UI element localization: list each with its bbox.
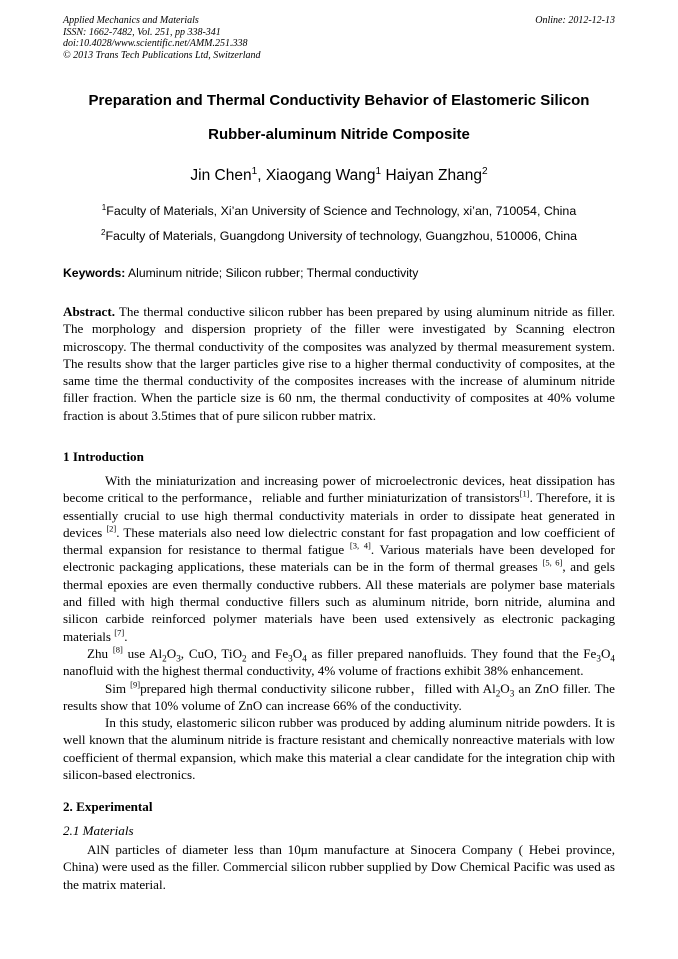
keywords bbox=[63, 266, 615, 280]
text-run: O bbox=[166, 645, 177, 661]
intro-paragraph-3 bbox=[63, 680, 615, 715]
affiliation-number: 1 bbox=[101, 202, 107, 212]
author-name: Xiaogang Wang bbox=[265, 167, 376, 184]
citation: [8] bbox=[112, 644, 123, 655]
text-run: . Various materials have been developed for electronic packaging applications, these materials can be in the form of thermal greases bbox=[63, 542, 615, 575]
subscript: 2 bbox=[162, 653, 167, 664]
author-name: Haiyan Zhang bbox=[385, 167, 482, 184]
citation: [5, 6] bbox=[542, 558, 563, 569]
keywords-label: Keywords: bbox=[63, 266, 126, 280]
affiliation-number: 2 bbox=[100, 227, 106, 237]
paper-title-line-1: Preparation and Thermal Conductivity Behavior of Elastomeric Silicon bbox=[88, 92, 590, 109]
citation: [3, 4] bbox=[349, 540, 371, 551]
doi: doi:10.4028/www.scientific.net/AMM.251.338 bbox=[63, 38, 248, 49]
abstract-label: Abstract. bbox=[63, 304, 115, 319]
text-run: With the miniaturization and increasing power of microelectronic devices, heat dissipation has become critical to the performance，reliable and further miniaturization of transistors bbox=[63, 473, 615, 506]
abstract bbox=[63, 303, 615, 424]
intro-paragraph-2 bbox=[63, 645, 615, 680]
text-run: Zhu bbox=[87, 645, 113, 661]
text-run: prepared high thermal conductivity silicone rubber，filled with Al bbox=[140, 680, 496, 696]
citation: [7] bbox=[114, 627, 125, 638]
abstract-text: The thermal conductive silicon rubber has been prepared by using aluminum nitride as filler. The morphology and dispersion propriety of the filler were investigated by Scanning electron microscopy. The thermal conductivity of the composites was analyzed by thermal measurement system. The results show that the larger particles give rise to a higher thermal conductivity of composites, at the same time the thermal conductivity of the composites increases with the increase of aluminum nitride filler fraction. When the particle size is 60 nm, the thermal conductivity of composites at 40% volume fraction is about 3.5times that of pure silicon rubber matrix. bbox=[63, 304, 615, 423]
text-run: and Fe bbox=[246, 645, 289, 661]
text-run: . Therefore, it is essentially crucial to use high thermal conductivity materials in order to dissipate heat generated in devices bbox=[63, 490, 615, 540]
affiliation-text: Faculty of Materials, Xi’an University of Science and Technology, xi’an, 710054, China bbox=[106, 204, 577, 218]
citation: [9] bbox=[130, 679, 141, 690]
intro-paragraph-1 bbox=[63, 472, 615, 645]
paper-title-line-2: Rubber-aluminum Nitride Composite bbox=[208, 126, 470, 143]
text-run: , and gels thermal epoxies are even thermally conductive rubbers. All these materials are polymer base materials and filled with high thermal conductive fillers such as aluminum nitride, born nitride, alumina and silicon carbide reinforced polymer materials have been used extensively as electronic packaging materials bbox=[63, 559, 615, 644]
keywords-text: Aluminum nitride; Silicon rubber; Thermal conductivity bbox=[125, 266, 419, 280]
affiliation-text: Faculty of Materials, Guangdong University of technology, Guangzhou, 510006, China bbox=[105, 229, 578, 243]
subscript: 4 bbox=[302, 653, 307, 664]
subsection-heading-materials: 2.1 Materials bbox=[63, 823, 134, 838]
text-run: Sim bbox=[105, 680, 131, 696]
materials-body bbox=[63, 841, 615, 893]
text-run: O bbox=[500, 680, 510, 696]
author-affiliation-mark: 1 bbox=[375, 165, 382, 177]
subscript: 3 bbox=[596, 653, 601, 664]
materials-paragraph: AlN particles of diameter less than 10μm manufacture at Sinocera Company ( Hebei province, China) were used as the filler. Commercial silicon rubber supplied by Dow Chemical Pacific was used as the matrix material. bbox=[63, 842, 615, 892]
intro-paragraph-4: In this study, elastomeric silicon rubber was produced by adding aluminum nitride powders. It is well known that the aluminum nitride is fracture resistant and chemically nonreactive materials with low coefficient of thermal expansion, which make this material a clear candidate for the integration chip with silicon-based electronics. bbox=[63, 715, 615, 783]
text-run: O bbox=[292, 645, 303, 661]
text-run: as filler prepared nanofluids. They found that the Fe bbox=[306, 645, 597, 661]
text-run: nanofluid with the highest thermal conductivity, 4% volume of fractions exhibit 38% enhancement. bbox=[63, 663, 584, 679]
subscript: 4 bbox=[610, 653, 615, 664]
introduction-body bbox=[63, 472, 615, 783]
section-heading-experimental: 2. Experimental bbox=[63, 799, 153, 814]
citation: [1] bbox=[519, 488, 530, 499]
online-date: Online: 2012-12-13 bbox=[535, 15, 615, 26]
subscript: 3 bbox=[509, 688, 515, 699]
text-run: , CuO, TiO bbox=[180, 645, 243, 661]
text-run: an ZnO filler. The results show that 10% volume of ZnO can increase 66% of the conductivity. bbox=[63, 680, 615, 713]
subscript: 3 bbox=[176, 653, 181, 664]
text-run: . bbox=[124, 628, 128, 644]
subscript: 2 bbox=[242, 653, 247, 664]
issn: ISSN: 1662-7482, Vol. 251, pp 338-341 bbox=[63, 26, 221, 38]
affiliation-1 bbox=[0, 204, 678, 218]
affiliation-2 bbox=[0, 229, 678, 243]
author-affiliation-mark: 2 bbox=[481, 165, 488, 177]
author-separator: , bbox=[257, 167, 266, 184]
section-heading-introduction: 1 Introduction bbox=[63, 449, 144, 464]
citation: [2] bbox=[106, 523, 117, 534]
text-run: O bbox=[600, 645, 611, 661]
text-run: use Al bbox=[122, 645, 163, 661]
author-affiliation-mark: 1 bbox=[251, 165, 258, 177]
text-run: . These materials also need low dielectric constant for fast propagation and low coefficient of thermal expansion for resistance to thermal fatigue bbox=[63, 524, 615, 558]
author-name: Jin Chen bbox=[190, 167, 252, 184]
subscript: 2 bbox=[495, 688, 501, 699]
journal-header bbox=[63, 15, 615, 61]
journal-name: Applied Mechanics and Materials bbox=[63, 15, 199, 26]
author-list bbox=[0, 167, 678, 185]
subscript: 3 bbox=[288, 653, 293, 664]
copyright: © 2013 Trans Tech Publications Ltd, Switzerland bbox=[63, 49, 261, 61]
